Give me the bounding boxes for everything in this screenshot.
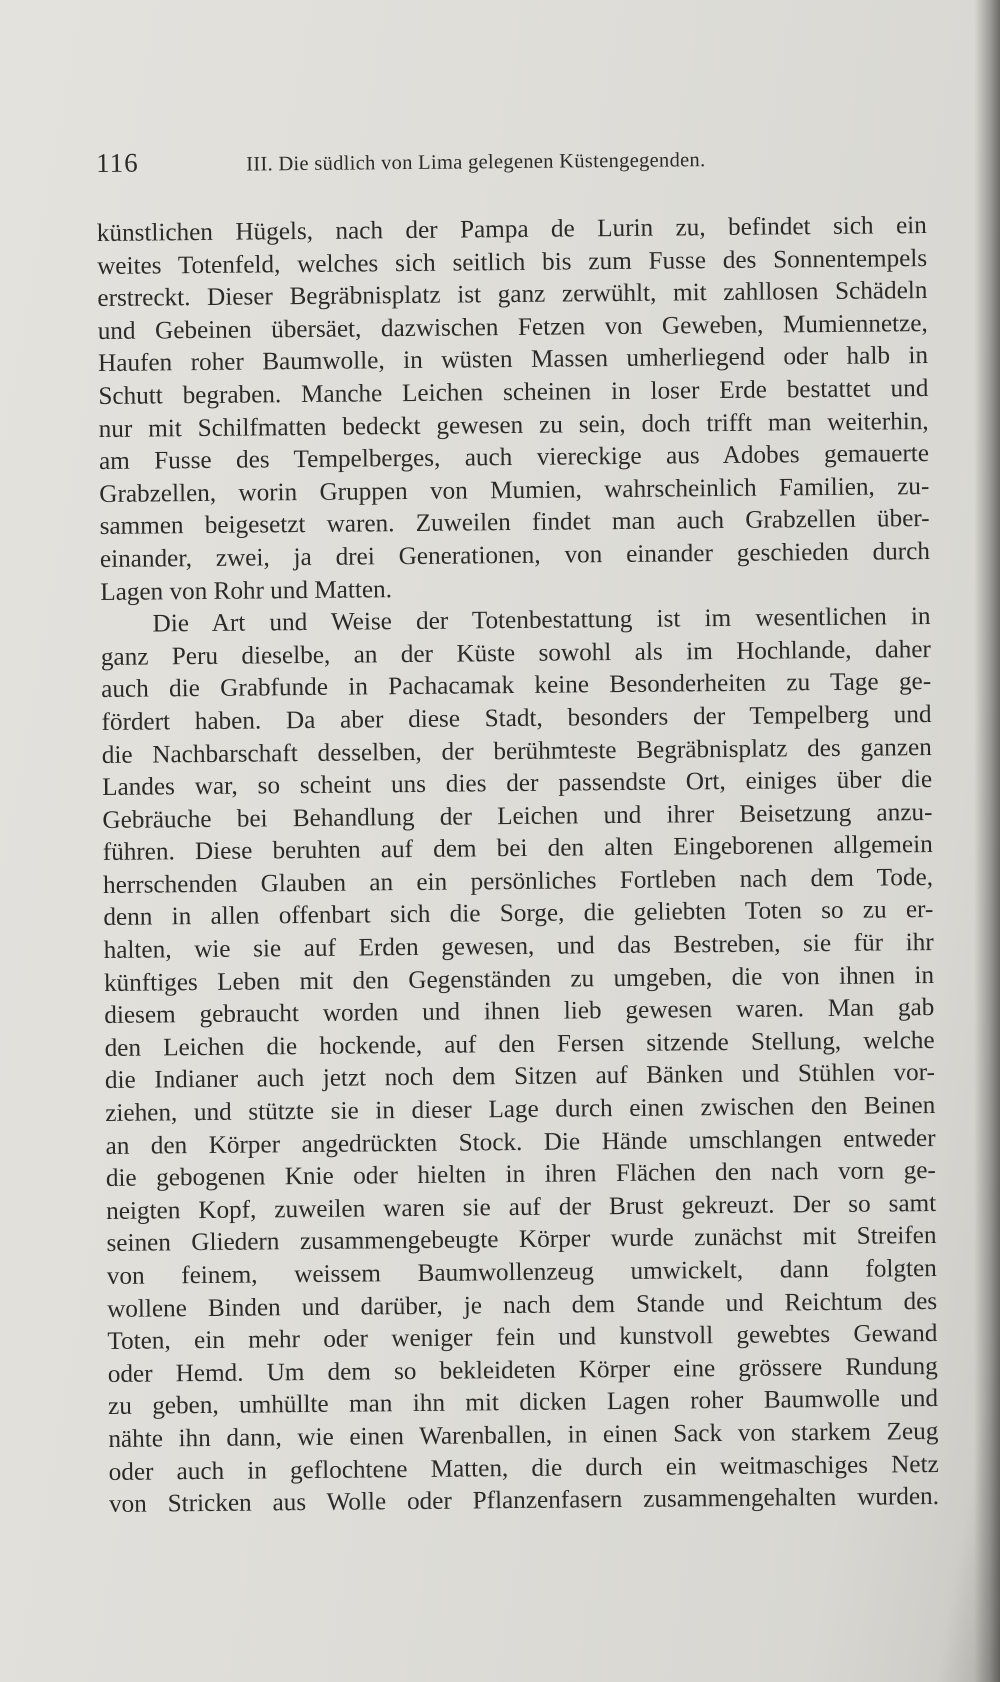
text-line: und Gebeinen übersäet, dazwischen Fetzen von Geweben, Mumiennetze,	[97, 309, 928, 345]
text-line: fördert haben. Da aber diese Stadt, besonders der Tempelberg und	[101, 700, 932, 736]
text-line: auch die Grabfunde in Pachacamak keine Besonderheiten zu Tage ge-	[101, 668, 932, 704]
text-line: Toten, ein mehr oder weniger fein und kunstvoll gewebtes Gewand	[107, 1320, 938, 1356]
text-line: neigten Kopf, zuweilen waren sie auf der Brust gekreuzt. Der so samt	[106, 1189, 937, 1225]
page-edge-shadow	[974, 0, 1000, 1682]
text-line: an den Körper angedrückten Stock. Die Hände umschlangen entweder	[105, 1124, 936, 1160]
text-line: die gebogenen Knie oder hielten in ihren Flächen den nach vorn ge-	[105, 1157, 936, 1193]
text-line: Gebräuche bei Behandlung der Leichen und ihrer Beisetzung anzu-	[102, 798, 933, 834]
page-number: 116	[96, 147, 139, 178]
running-head-title: III. Die südlich von Lima gelegenen Küstengegenden.	[246, 149, 706, 176]
text-line: Lagen von Rohr und Matten.	[100, 575, 393, 606]
text-line: erstreckt. Dieser Begräbnisplatz ist ganz zerwühlt, mit zahllosen Schädeln	[97, 277, 928, 313]
text-line: nur mit Schilfmatten bedeckt gewesen zu sein, doch trifft man weiterhin,	[98, 407, 929, 443]
text-line: Grabzellen, worin Gruppen von Mumien, wahrscheinlich Familien, zu-	[99, 472, 930, 508]
text-line: oder Hemd. Um dem so bekleideten Körper eine grössere Rundung	[107, 1352, 938, 1388]
paragraph-2	[100, 601, 939, 1522]
text-line: Schutt begraben. Manche Leichen scheinen in loser Erde bestattet und	[98, 374, 929, 410]
text-line: von feinem, weissem Baumwollenzeug umwickelt, dann folgten	[106, 1254, 937, 1290]
text-line: oder auch in geflochtene Matten, die durch ein weitmaschiges Netz	[108, 1450, 939, 1486]
text-line: weites Totenfeld, welches sich seitlich bis zum Fusse des Sonnentempels	[97, 244, 928, 280]
text-line: von Stricken aus Wolle oder Pflanzenfasern zusammengehalten wurden.	[108, 1483, 940, 1519]
page-content	[96, 140, 939, 1522]
text-line: ziehen, und stützte sie in dieser Lage durch einen zwischen den Beinen	[105, 1092, 936, 1127]
text-line: die Nachbarschaft desselben, der berühmteste Begräbnisplatz des ganzen	[101, 733, 932, 769]
text-line: herrschenden Glauben an ein persönliches Fortleben nach dem Tode,	[102, 863, 934, 899]
text-line: wollene Binden und darüber, je nach dem Stande und Reichtum des	[107, 1287, 938, 1323]
text-line: sammen beigesetzt waren. Zuweilen findet man auch Grabzellen über-	[99, 505, 930, 541]
text-line: den Leichen die hockende, auf den Fersen sitzende Stellung, welche	[104, 1026, 935, 1062]
text-line: zu geben, umhüllte man ihn mit dicken Lagen roher Baumwolle und	[107, 1385, 939, 1421]
text-line: halten, wie sie auf Erden gewesen, und das Bestreben, sie für ihr	[103, 929, 934, 965]
text-line: Die Art und Weise der Totenbestattung ist im wesentlichen in	[152, 603, 931, 638]
text-line: die Indianer auch jetzt noch dem Sitzen auf Bänken und Stühlen vor-	[104, 1059, 936, 1095]
text-line: diesem gebraucht worden und ihnen lieb gewesen waren. Man gab	[104, 994, 935, 1030]
text-line: einander, zwei, ja drei Generationen, von einander geschieden durch	[99, 537, 931, 573]
text-line: Haufen roher Baumwolle, in wüsten Massen umherliegend oder halb in	[97, 342, 929, 378]
text-line: denn in allen offenbart sich die Sorge, die geliebten Toten so zu er-	[103, 896, 934, 932]
text-line: führen. Diese beruhten auf dem bei den alten Eingeborenen allgemein	[102, 831, 933, 867]
text-line: ganz Peru dieselbe, an der Küste sowohl als im Hochlande, daher	[100, 635, 931, 671]
text-line: künftiges Leben mit den Gegenständen zu umgeben, die von ihnen in	[103, 961, 935, 997]
text-line: Landes war, so scheint uns dies der passendste Ort, einiges über die	[102, 766, 933, 802]
running-head	[96, 140, 927, 218]
text-line: nähte ihn dann, wie einen Warenballen, in einen Sack von starkem Zeug	[108, 1417, 939, 1453]
paragraph-1	[97, 210, 931, 609]
text-line: künstlichen Hügels, nach der Pampa de Lurin zu, befindet sich ein	[96, 212, 927, 247]
text-line: seinen Gliedern zusammengebeugte Körper wurde zunächst mit Streifen	[106, 1222, 937, 1258]
text-line: am Fusse des Tempelberges, auch viereckige aus Adobes gemauerte	[98, 440, 930, 476]
